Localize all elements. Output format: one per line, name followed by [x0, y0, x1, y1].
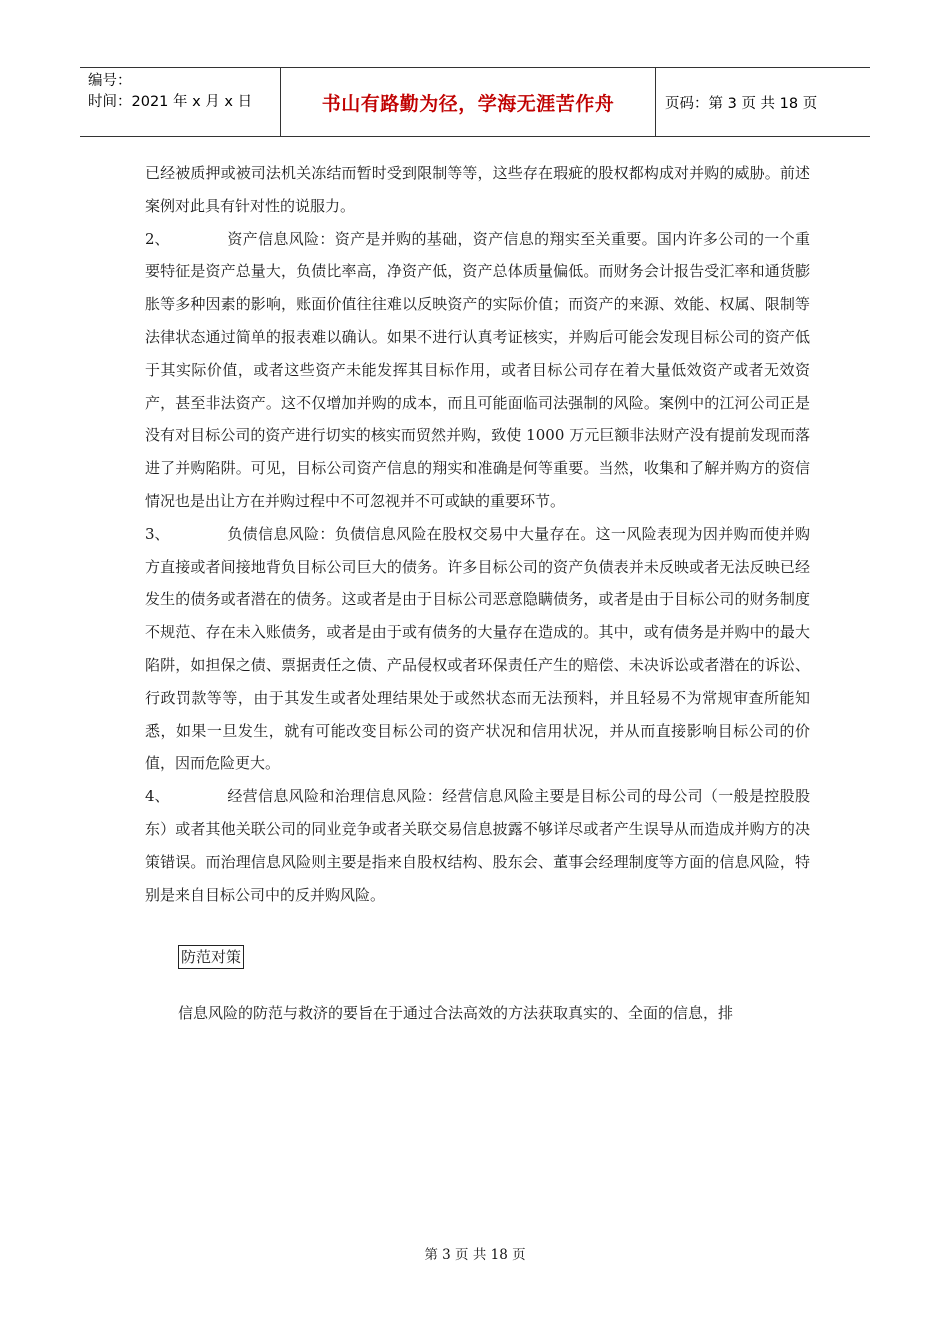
header-page-info: 页码：第 3 页 共 18 页	[665, 95, 818, 112]
list-item-text: 负债信息风险：负债信息风险在股权交易中大量存在。这一风险表现为因并购而使并购方直接或者间接地背负目标公司巨大的债务。许多目标公司的资产负债表并未反映或者无法反映已经发生的债务或者潜在的债务。这或者是由于目标公司恶意隐瞒债务，或者是由于目标公司的财务制度不规范、存在未入账债务，或者是由于或有债务的大量存在造成的。其中，或有债务是并购中的最大陷阱，如担保之债、票据责任之债、产品侵权或者环保责任产生的赔偿、未决诉讼或者潜在的诉讼、行政罚款等等，由于其发生或者处理结果处于或然状态而无法预料，并且轻易不为常规审查所能知悉，如果一旦发生，就有可能改变目标公司的资产状况和信用状况，并从而直接影响目标公司的价值，因而危险更大。	[145, 524, 810, 773]
list-number: 3、	[145, 524, 170, 543]
section-heading: 防范对策	[178, 945, 244, 969]
header-motto: 书山有路勤为径，学海无涯苦作舟	[280, 68, 656, 136]
final-paragraph: 信息风险的防范与救济的要旨在于通过合法高效的方法获取真实的、全面的信息，排	[178, 1004, 734, 1023]
header-meta	[80, 68, 280, 136]
page-footer: 第 3 页 共 18 页	[424, 1247, 526, 1263]
list-item-operation-risk	[145, 780, 810, 911]
list-item-asset-risk	[145, 223, 810, 518]
time-label: 时间：2021 年 x 月 x 日	[88, 94, 253, 110]
page-header	[80, 67, 870, 137]
document-body	[145, 157, 810, 1030]
list-number: 2、	[145, 229, 170, 248]
list-number: 4、	[145, 787, 170, 806]
list-item-debt-risk	[145, 518, 810, 780]
list-item-text: 经营信息风险和治理信息风险：经营信息风险主要是目标公司的母公司（一般是控股股东）或者其他关联公司的同业竞争或者关联交易信息披露不够详尽或者产生误导从而造成并购方的决策错误。而治理信息风险则主要是指来自股权结构、股东会、董事会经理制度等方面的信息风险，特别是来自目标公司中的反并购风险。	[145, 787, 810, 904]
number-label: 编号：	[88, 73, 132, 89]
list-item-text: 资产信息风险：资产是并购的基础，资产信息的翔实至关重要。国内许多公司的一个重要特征是资产总量大，负债比率高，净资产低，资产总体质量偏低。而财务会计报告受汇率和通货膨胀等多种因素的影响，账面价值往往难以反映资产的实际价值；而资产的来源、效能、权属、限制等法律状态通过简单的报表难以确认。如果不进行认真考证核实，并购后可能会发现目标公司的资产低于其实际价值，或者这些资产未能发挥其目标作用，或者目标公司存在着大量低效资产或者无效资产，甚至非法资产。这不仅增加并购的成本，而且可能面临司法强制的风险。案例中的江河公司正是没有对目标公司的资产进行切实的核实而贸然并购，致使 1000 万元巨额非法财产没有提前发现而落进了并购陷阱。可见，目标公司资产信息的翔实和准确是何等重要。当然，收集和了解并购方的资信情况也是出让方在并购过程中不可忽视并不可或缺的重要环节。	[145, 229, 810, 510]
section-heading-wrapper	[145, 941, 810, 974]
paragraph-continued: 已经被质押或被司法机关冻结而暂时受到限制等等，这些存在瑕疵的股权都构成对并购的威胁。前述案例对此具有针对性的说服力。	[145, 164, 810, 215]
